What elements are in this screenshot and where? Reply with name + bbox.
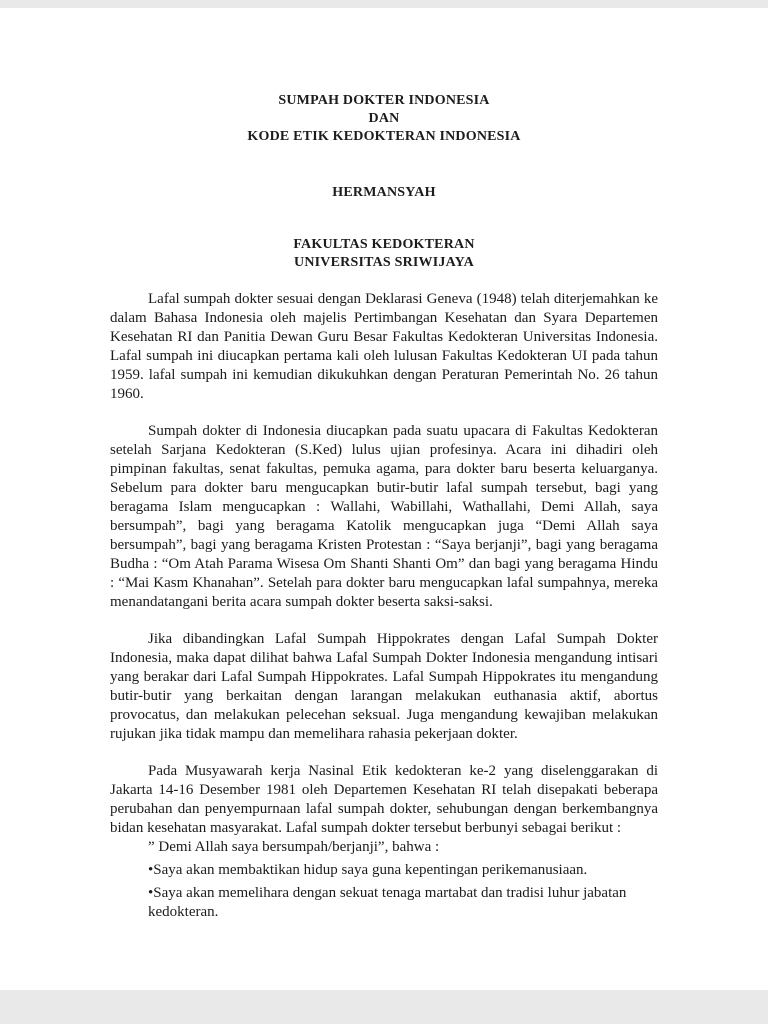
title-line-3: KODE ETIK KEDOKTERAN INDONESIA (247, 129, 521, 144)
oath-bullet-1: •Saya akan membaktikan hidup saya guna kepentingan perikemanusiaan. (148, 862, 588, 878)
institution (110, 236, 658, 272)
paragraph-3: Jika dibandingkan Lafal Sumpah Hippokrates dengan Lafal Sumpah Dokter Indonesia, maka dapat dilihat bahwa Lafal Sumpah Dokter Indonesia mengandung intisari yang berakar dari Lafal Sumpah Hippokrates. Lafal Sumpah Hippokrates itu mengandung butir-butir yang berkaitan dengan larangan melakukan euthanasia aktif, abortus provocatus, dan melakukan pelecehan seksual. Juga mengandung kewajiban melakukan rujukan jika tidak mampu dan memelihara rahasia pekerjaan dokter. (110, 631, 658, 742)
institution-line-2: UNIVERSITAS SRIWIJAYA (294, 255, 474, 270)
oath-intro-line: ” Demi Allah saya bersumpah/berjanji”, bahwa : (148, 839, 440, 855)
title-line-2: DAN (368, 111, 400, 126)
paragraph-1: Lafal sumpah dokter sesuai dengan Deklarasi Geneva (1948) telah diterjemahkan ke dalam Bahasa Indonesia oleh majelis Pertimbangan Kesehatan dan Syara Departemen Kesehatan RI dan Panitia Dewan Guru Besar Fakultas Kedokteran Universitas Indonesia. Lafal sumpah ini diucapkan pertama kali oleh lulusan Fakultas Kedokteran UI pada tahun 1959. lafal sumpah ini kemudian dikukuhkan dengan Peraturan Pemerintah No. 26 tahun 1960. (110, 291, 658, 402)
paragraph-4: Pada Musyawarah kerja Nasinal Etik kedokteran ke-2 yang diselenggarakan di Jakarta 14-16 Desember 1981 oleh Departemen Kesehatan RI telah disepakati beberapa perubahan dan penyempurnaan lafal sumpah dokter, sehubungan dengan berkembangnya bidan kesehatan masyarakat. Lafal sumpah dokter tersebut berbunyi sebagai berikut : (110, 763, 658, 836)
institution-line-1: FAKULTAS KEDOKTERAN (293, 237, 475, 252)
title-line-1: SUMPAH DOKTER INDONESIA (278, 93, 490, 108)
page-content (110, 92, 658, 922)
document-title (110, 92, 658, 146)
document-page (0, 8, 768, 990)
paragraph-2: Sumpah dokter di Indonesia diucapkan pada suatu upacara di Fakultas Kedokteran setelah Sarjana Kedokteran (S.Ked) lulus ujian profesinya. Acara ini dihadiri oleh pimpinan fakultas, senat fakultas, pemuka agama, para dokter baru beserta keluarganya. Sebelum para dokter baru mengucapkan butir-butir lafal sumpah tersebut, bagi yang beragama Islam mengucapkan : Wallahi, Wabillahi, Wathallahi, Demi Allah, saya bersumpah”, bagi yang beragama Katolik mengucapkan juga “Demi Allah saya bersumpah”, bagi yang beragama Kristen Protestan : “Saya berjanji”, bagi yang beragama Budha : “Om Atah Parama Wisesa Om Shanti Shanti Om” dan bagi yang beragama Hindu : “Mai Kasm Khanahan”. Setelah para dokter baru mengucapkan lafal sumpahnya, mereka menandatangani berita acara sumpah dokter beserta saksi-saksi. (110, 423, 658, 610)
oath-bullet-2: •Saya akan memelihara dengan sekuat tenaga martabat dan tradisi luhur jabatan kedokteran. (148, 885, 627, 920)
author-name: HERMANSYAH (332, 185, 436, 200)
document-body (110, 290, 658, 922)
